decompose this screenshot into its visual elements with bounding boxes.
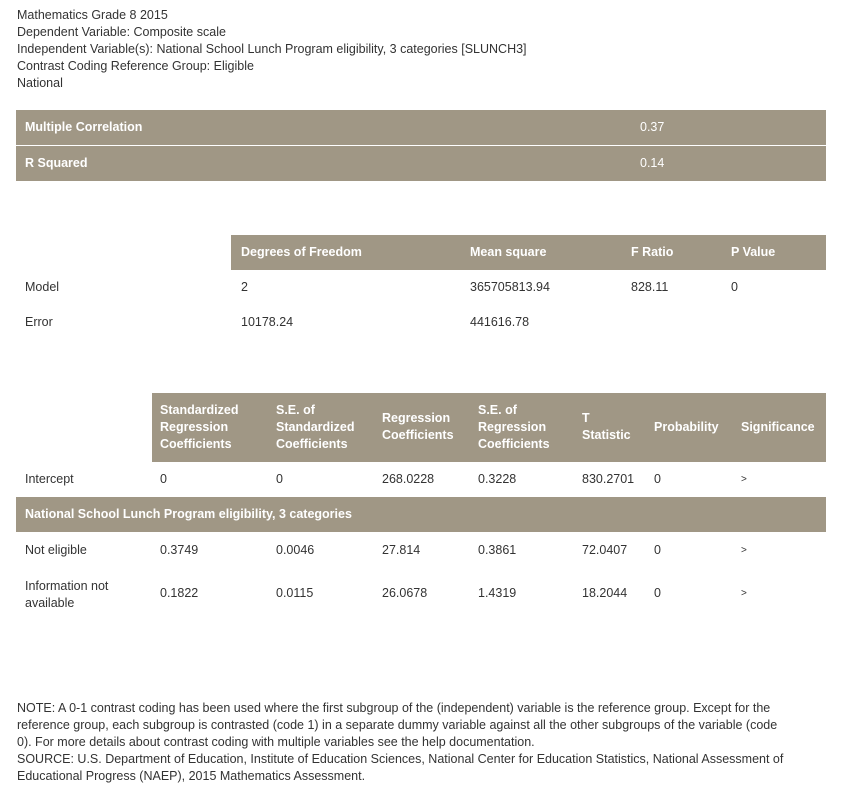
anova-header xyxy=(231,235,826,270)
intercept-t: 830.2701 xyxy=(582,472,635,486)
row-info-na-p: 0 xyxy=(654,586,661,600)
source-line: SOURCE: U.S. Department of Education, Institute of Education Sciences, National Center for Education Statistics, National Assessment of xyxy=(17,752,784,766)
row-info-na-se-std: 0.0115 xyxy=(276,586,314,600)
col-standardized-coef: Standardized Regression Coefficients xyxy=(160,403,239,451)
dependent-variable: Dependent Variable: Composite scale xyxy=(17,25,226,39)
intercept-reg: 268.0228 xyxy=(382,472,435,486)
multiple-correlation-row xyxy=(16,110,826,145)
col-probability: Probability xyxy=(654,420,719,434)
anova-error-df: 10178.24 xyxy=(241,315,294,329)
intercept-significance-icon: > xyxy=(741,474,747,485)
col-t-statistic: T Statistic xyxy=(582,411,631,442)
r-squared-row xyxy=(16,146,826,181)
anova-row-error-label: Error xyxy=(25,315,53,329)
group-header xyxy=(16,497,826,532)
coefficients-header xyxy=(152,393,826,462)
anova-model-p: 0 xyxy=(731,280,738,294)
anova-col-df: Degrees of Freedom xyxy=(241,245,362,259)
row-info-na-std: 0.1822 xyxy=(160,586,199,600)
row-not-eligible-reg: 27.814 xyxy=(382,543,421,557)
jurisdiction: National xyxy=(17,76,63,90)
source-line: Educational Progress (NAEP), 2015 Mathematics Assessment. xyxy=(17,769,366,783)
intercept-se-reg: 0.3228 xyxy=(478,472,517,486)
row-not-eligible-std: 0.3749 xyxy=(160,543,199,557)
col-se-standardized: S.E. of Standardized Coefficients xyxy=(276,403,355,451)
anova-col-p: P Value xyxy=(731,245,776,259)
row-info-na-reg: 26.0678 xyxy=(382,586,428,600)
row-not-eligible-label: Not eligible xyxy=(25,543,87,557)
anova-col-f: F Ratio xyxy=(631,245,674,259)
row-not-eligible-se-reg: 0.3861 xyxy=(478,543,517,557)
anova-error-ms: 441616.78 xyxy=(470,315,530,329)
anova-model-df: 2 xyxy=(241,280,248,294)
col-se-regression: S.E. of Regression Coefficients xyxy=(478,403,550,451)
anova-model-ms: 365705813.94 xyxy=(470,280,550,294)
col-significance: Significance xyxy=(741,420,815,434)
row-not-eligible-se-std: 0.0046 xyxy=(276,543,315,557)
row-not-eligible-p: 0 xyxy=(654,543,661,557)
anova-row-model-label: Model xyxy=(25,280,60,294)
reference-group: Contrast Coding Reference Group: Eligible xyxy=(17,59,254,73)
anova-col-ms: Mean square xyxy=(470,245,547,259)
row-info-na-label: Information not available xyxy=(25,579,109,610)
footnote-line: reference group, each subgroup is contrasted (code 1) in a separate dummy variable against all the other subgroups of the variable (code xyxy=(17,718,778,732)
row-not-eligible-significance-icon: > xyxy=(741,545,747,556)
row-info-na-significance-icon: > xyxy=(741,588,747,599)
intercept-std: 0 xyxy=(160,472,167,486)
row-info-na-se-reg: 1.4319 xyxy=(478,586,517,600)
intercept-se-std: 0 xyxy=(276,472,283,486)
intercept-label: Intercept xyxy=(25,472,74,486)
independent-variables: Independent Variable(s): National School Lunch Program eligibility, 3 categories [SLUNCH3] xyxy=(17,42,527,56)
intercept-p: 0 xyxy=(654,472,661,486)
report-header xyxy=(17,7,527,92)
footnote-line: NOTE: A 0-1 contrast coding has been used where the first subgroup of the (independent) variable is the reference group. Except for the xyxy=(17,701,771,715)
report-title: Mathematics Grade 8 2015 xyxy=(17,8,168,22)
footnote-line: 0). For more details about contrast coding with multiple variables see the help documentation. xyxy=(17,735,535,749)
multiple-correlation-label: Multiple Correlation xyxy=(25,120,143,134)
multiple-correlation-value: 0.37 xyxy=(640,120,665,134)
row-not-eligible-t: 72.0407 xyxy=(582,543,628,557)
row-info-na-t: 18.2044 xyxy=(582,586,628,600)
group-label: National School Lunch Program eligibility, 3 categories xyxy=(25,507,352,521)
anova-model-f: 828.11 xyxy=(631,280,669,294)
r-squared-value: 0.14 xyxy=(640,156,665,170)
col-regression-coef: Regression Coefficients xyxy=(382,411,454,442)
r-squared-label: R Squared xyxy=(25,156,88,170)
footnote xyxy=(17,700,829,785)
